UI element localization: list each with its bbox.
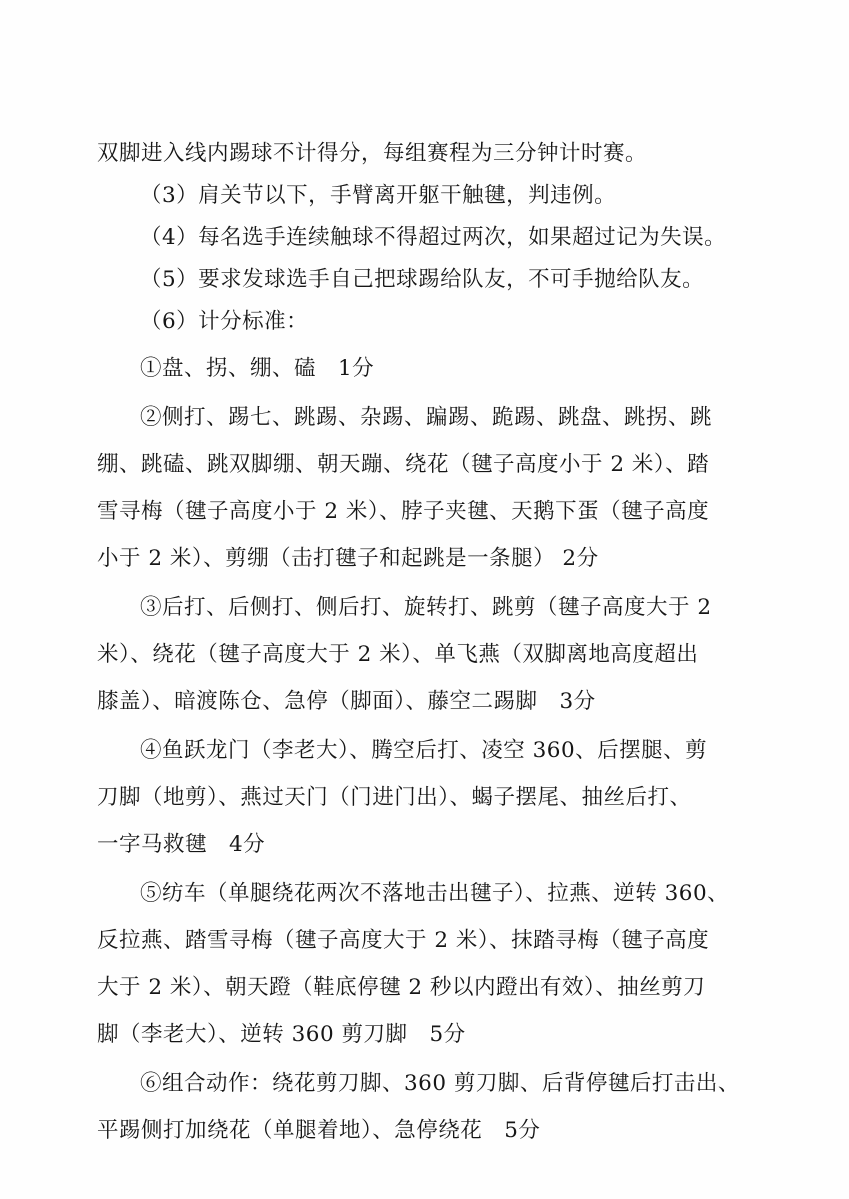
- text-line: 绷、跳磕、跳双脚绷、朝天蹦、绕花（毽子高度小于 2 米）、踏: [97, 452, 710, 477]
- text-line: （5）要求发球选手自己把球踢给队友，不可手抛给队友。: [140, 267, 705, 292]
- text-line: （4）每名选手连续触球不得超过两次，如果超过记为失误。: [140, 225, 727, 250]
- text-line: ⑥组合动作：绕花剪刀脚、360 剪刀脚、后背停毽后打击出、: [140, 1071, 740, 1096]
- text-line: 小于 2 米）、剪绷（击打毽子和起跳是一条腿） 2分: [97, 546, 599, 571]
- text-line: 雪寻梅（毽子高度小于 2 米）、脖子夹毽、天鹅下蛋（毽子高度: [97, 499, 710, 524]
- text-line: ⑤纺车（单腿绕花两次不落地击出毽子）、拉燕、逆转 360、: [140, 881, 730, 906]
- text-line: ①盘、拐、绷、磕 1分: [140, 356, 375, 381]
- text-line: （6）计分标准：: [140, 309, 309, 334]
- text-line: ④鱼跃龙门（李老大）、腾空后打、凌空 360、后摆腿、剪: [140, 738, 708, 763]
- text-line: 反拉燕、踏雪寻梅（毽子高度大于 2 米）、抹踏寻梅（毽子高度: [97, 928, 710, 953]
- text-line: 米）、绕花（毽子高度大于 2 米）、单飞燕（双脚离地高度超出: [97, 642, 699, 667]
- text-line: 刀脚（地剪）、燕过天门（门进门出）、蝎子摆尾、抽丝后打、: [97, 785, 692, 810]
- document-body: [97, 140, 749, 1145]
- text-line: ②侧打、踢七、跳踢、杂踢、蹁踢、跪踢、跳盘、跳拐、跳: [140, 405, 713, 430]
- text-line: 一字马救毽 4分: [97, 832, 266, 857]
- text-line: ③后打、后侧打、侧后打、旋转打、跳剪（毽子高度大于 2: [140, 595, 712, 620]
- text-line: （3）肩关节以下，手臂离开躯干触毽，判违例。: [140, 183, 617, 208]
- text-line: 双脚进入线内踢球不计得分，每组赛程为三分钟计时赛。: [97, 141, 648, 166]
- text-line: 脚（李老大）、逆转 360 剪刀脚 5分: [97, 1022, 466, 1047]
- text-line: 膝盖）、暗渡陈仓、急停（脚面）、藤空二踢脚 3分: [97, 689, 596, 714]
- text-line: 平踢侧打加绕花（单腿着地）、急停绕花 5分: [97, 1118, 541, 1143]
- text-line: 大于 2 米）、朝天蹬（鞋底停毽 2 秒以内蹬出有效）、抽丝剪刀: [97, 975, 706, 1000]
